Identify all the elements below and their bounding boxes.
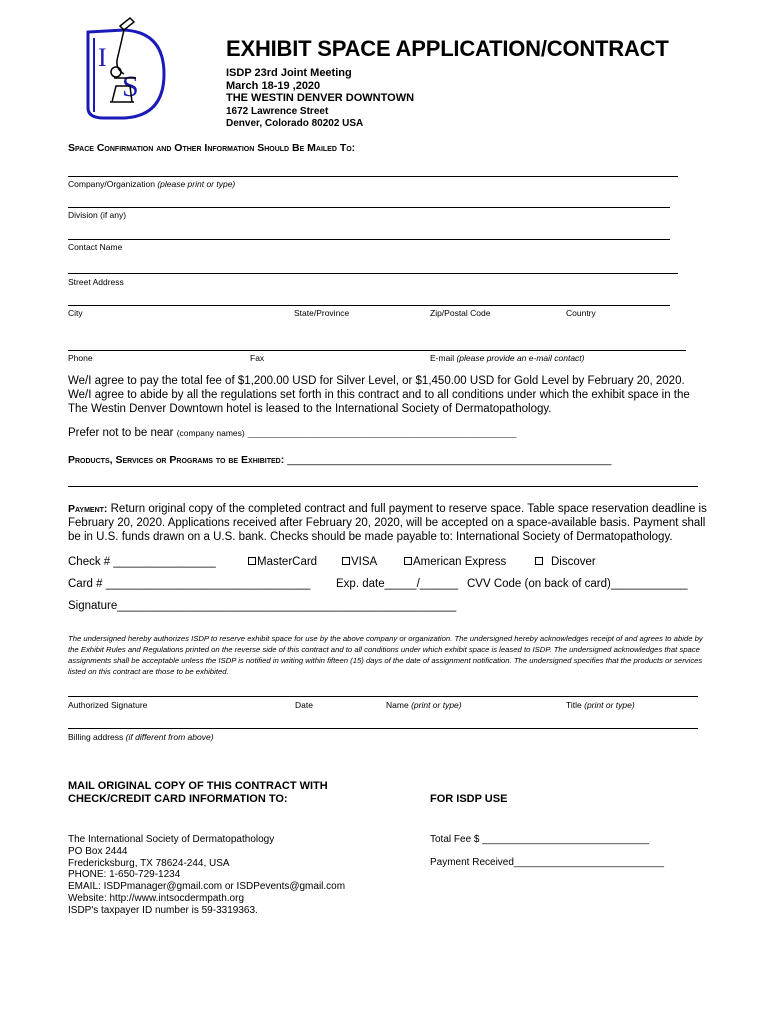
mailing-address <box>68 834 345 917</box>
division-label: Division (if any) <box>68 210 127 220</box>
billing-line[interactable] <box>68 728 698 729</box>
contact-label: Contact Name <box>68 242 123 252</box>
address-email: EMAIL: ISDPmanager@gmail.com or ISDPevents@gmail.com <box>68 881 346 893</box>
visa-option[interactable]: VISA <box>342 556 377 568</box>
authorized-signature-label: Authorized Signature <box>68 700 148 710</box>
name-label: Name (print or type) <box>386 700 462 710</box>
agreement-text: We/I agree to pay the total fee of $1,200.00 USD for Silver Level, or $1,450.00 USD for Gold Level by February 20, 2020. We/I agree to abide by all the regulations set forth in this contract and to all conditions under which the exhibit space in the The Westin Denver Downtown hotel is leased to the International Society of Dermatopathology. <box>68 375 690 415</box>
logo-letter-i: I <box>98 43 107 72</box>
city-line[interactable] <box>68 305 670 306</box>
address-line: PO Box 2444 <box>68 845 128 857</box>
meeting-name: ISDP 23rd Joint Meeting <box>226 67 352 79</box>
mail-to-heading-1: MAIL ORIGINAL COPY OF THIS CONTRACT WITH <box>68 780 328 792</box>
amex-option[interactable]: American Express <box>404 556 506 568</box>
mail-to-heading-2: CHECK/CREDIT CARD INFORMATION TO: <box>68 793 288 805</box>
check-number-field[interactable]: Check # ________________ <box>68 556 216 568</box>
products-heading: Products, Services or Programs to be Exhibited: <box>68 454 285 466</box>
company-line[interactable] <box>68 176 678 177</box>
phone-label: Phone <box>68 353 93 363</box>
visa-checkbox[interactable] <box>342 557 350 565</box>
street-label: Street Address <box>68 277 124 287</box>
authorization-text: The undersigned hereby authorizes ISDP to reserve exhibit space for use by the above company or organization. The undersigned hereby acknowledges receipt of and agrees to abide by the Exhibit Rules and Regulations printed on the reverse side of this contract and to all conditions under which exhibit space is leased to ISDP. The undersigned acknowledges that space assignments shall be acceptable unless the ISDP is notified in writing within fifteen (15) days of the date of assignment notification. The undersigned specifies that the products or services listed on this contract are those to be exhibited. <box>68 634 703 676</box>
authorized-signature-line[interactable] <box>68 696 698 697</box>
products-field[interactable]: _____________________________________________________ <box>287 454 612 466</box>
signature-field[interactable]: Signature_____________________________________________________ <box>68 600 457 612</box>
payment-text: Payment: Return original copy of the completed contract and full payment to reserve space. Table space reservation deadline is February 20, 2020. Applications received after February 20, 2020, will be accepted on a space-available basis. Payment shall be in U.S. funds drawn on a U.S. bank. Checks should be made payable to: International Society of Dermatopathology. <box>68 503 707 543</box>
mastercard-option[interactable]: MasterCard <box>248 556 317 568</box>
address-phone: PHONE: 1-650-729-1234 <box>68 869 181 881</box>
state-label: State/Province <box>294 308 350 318</box>
date-label: Date <box>295 700 313 710</box>
payment-heading: Payment: <box>68 503 108 515</box>
zip-label: Zip/Postal Code <box>430 308 491 318</box>
company-label: Company/Organization (please print or type) <box>68 179 236 189</box>
discover-checkbox[interactable] <box>535 557 543 565</box>
products-line-2[interactable] <box>68 486 698 487</box>
payment-received-field[interactable]: Payment Received___________________________ <box>430 857 665 868</box>
street-line[interactable] <box>68 273 678 274</box>
venue-city: Denver, Colorado 80202 USA <box>226 118 364 129</box>
card-number-field[interactable]: Card # ________________________________ <box>68 578 311 590</box>
logo-letter-s: S <box>122 70 139 103</box>
prefer-not-near: Prefer not to be near (company names) _____________________________________________________________________ <box>68 427 517 439</box>
mailing-heading: Space Confirmation and Other Information Should Be Mailed To: <box>68 142 356 154</box>
exp-date-field[interactable]: Exp. date_____/______ <box>336 578 459 590</box>
mastercard-checkbox[interactable] <box>248 557 256 565</box>
address-line: Fredericksburg, TX 78624-244, USA <box>68 857 230 869</box>
amex-checkbox[interactable] <box>404 557 412 565</box>
meeting-venue: THE WESTIN DENVER DOWNTOWN <box>226 92 415 104</box>
prefer-not-near-field[interactable]: _____________________________________________________________________ <box>247 431 517 438</box>
phone-line[interactable] <box>68 350 686 351</box>
email-label: E-mail (please provide an e-mail contact) <box>430 353 585 363</box>
country-label: Country <box>566 308 596 318</box>
cvv-field[interactable]: CVV Code (on back of card)____________ <box>467 578 688 590</box>
venue-street: 1672 Lawrence Street <box>226 106 329 117</box>
address-line: The International Society of Dermatopathology <box>68 834 275 845</box>
title-label: Title (print or type) <box>566 700 635 710</box>
division-line[interactable] <box>68 207 670 208</box>
isdp-logo <box>74 16 170 124</box>
isdp-use-heading: FOR ISDP USE <box>430 793 508 805</box>
contact-line[interactable] <box>68 239 670 240</box>
address-website: Website: http://www.intsocdermpath.org <box>68 892 245 904</box>
taxpayer-id: ISDP's taxpayer ID number is 59-3319363. <box>68 904 258 916</box>
products-row <box>68 454 612 466</box>
page-title: EXHIBIT SPACE APPLICATION/CONTRACT <box>226 36 669 61</box>
meeting-dates: March 18-19 ,2020 <box>226 80 321 92</box>
billing-label: Billing address (if different from above) <box>68 732 214 742</box>
fax-label: Fax <box>250 353 265 363</box>
total-fee-field[interactable]: Total Fee $ ______________________________ <box>430 834 650 845</box>
discover-option[interactable]: Discover <box>535 556 596 568</box>
city-label: City <box>68 308 83 318</box>
